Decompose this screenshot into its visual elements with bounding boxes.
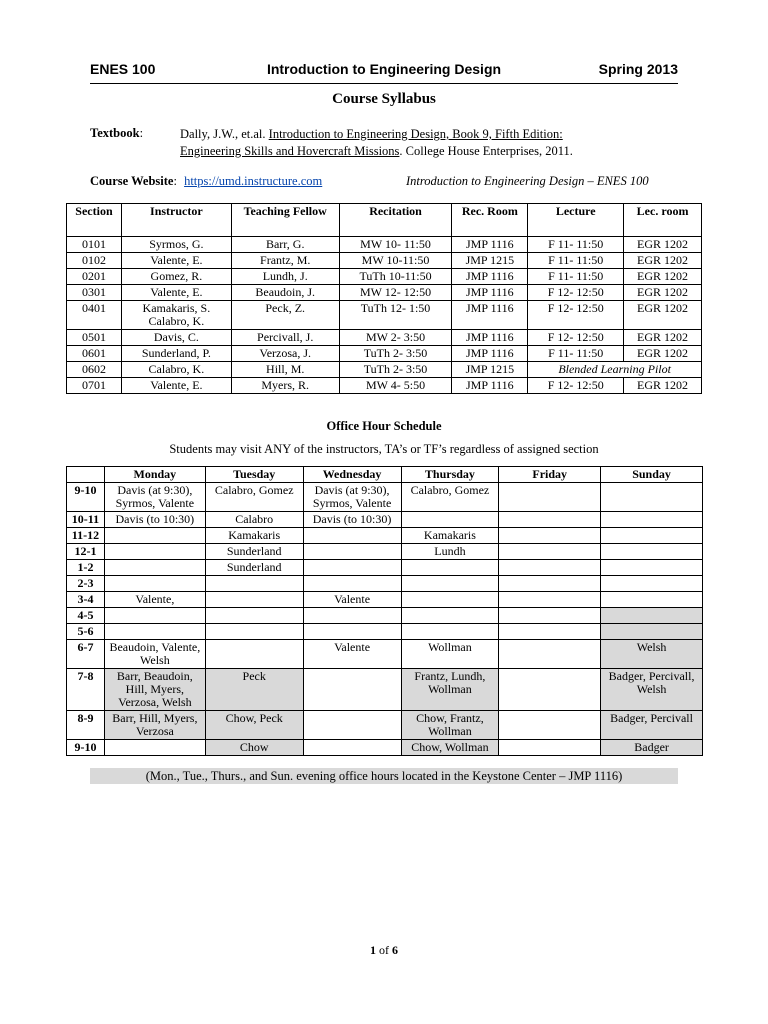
section-cell: 0102 bbox=[67, 253, 122, 269]
section-cell: EGR 1202 bbox=[624, 378, 702, 394]
office-hours-cell: Peck bbox=[205, 669, 303, 711]
time-slot: 5-6 bbox=[67, 624, 105, 640]
textbook-citation bbox=[180, 126, 630, 160]
section-cell: F 11- 11:50 bbox=[528, 346, 624, 362]
section-cell: EGR 1202 bbox=[624, 330, 702, 346]
section-cell: MW 10-11:50 bbox=[339, 253, 452, 269]
office-hours-cell bbox=[499, 544, 601, 560]
section-cell: 0401 bbox=[67, 301, 122, 330]
office-hours-cell bbox=[104, 528, 205, 544]
section-col-header: Recitation bbox=[339, 204, 452, 237]
office-hours-cell bbox=[601, 576, 703, 592]
section-cell: TuTh 12- 1:50 bbox=[339, 301, 452, 330]
section-cell: Valente, E. bbox=[121, 378, 231, 394]
office-hours-cell bbox=[499, 592, 601, 608]
office-hours-cell: Davis (at 9:30), Syrmos, Valente bbox=[303, 483, 401, 512]
day-header: Monday bbox=[104, 467, 205, 483]
office-hours-footnote: (Mon., Tue., Thurs., and Sun. evening office hours located in the Keystone Center – JMP 1116) bbox=[90, 768, 678, 784]
section-cell: F 11- 11:50 bbox=[528, 237, 624, 253]
office-hours-cell: Chow, Wollman bbox=[401, 740, 499, 756]
office-hours-cell bbox=[601, 608, 703, 624]
section-cell: Barr, G. bbox=[231, 237, 339, 253]
day-header: Sunday bbox=[601, 467, 703, 483]
office-hours-cell bbox=[205, 624, 303, 640]
office-hours-cell bbox=[205, 640, 303, 669]
office-hours-cell bbox=[104, 624, 205, 640]
header-course-title: Introduction to Engineering Design bbox=[266, 61, 502, 77]
section-cell: Kamakaris, S. Calabro, K. bbox=[121, 301, 231, 330]
office-hours-cell bbox=[104, 544, 205, 560]
office-hours-row bbox=[67, 560, 703, 576]
section-cell: F 12- 12:50 bbox=[528, 301, 624, 330]
office-hours-cell bbox=[401, 512, 499, 528]
section-cell: JMP 1116 bbox=[452, 301, 528, 330]
office-hours-cell: Valente bbox=[303, 592, 401, 608]
office-hours-cell bbox=[601, 560, 703, 576]
section-cell: 0301 bbox=[67, 285, 122, 301]
office-hours-cell bbox=[601, 528, 703, 544]
office-hours-cell bbox=[104, 740, 205, 756]
time-slot: 9-10 bbox=[67, 483, 105, 512]
section-row bbox=[67, 330, 702, 346]
day-header: Wednesday bbox=[303, 467, 401, 483]
time-slot: 12-1 bbox=[67, 544, 105, 560]
time-slot: 6-7 bbox=[67, 640, 105, 669]
day-header: Thursday bbox=[401, 467, 499, 483]
section-cell: EGR 1202 bbox=[624, 237, 702, 253]
section-cell: EGR 1202 bbox=[624, 346, 702, 362]
section-row bbox=[67, 269, 702, 285]
office-hours-row bbox=[67, 740, 703, 756]
office-hours-row bbox=[67, 544, 703, 560]
section-cell: Gomez, R. bbox=[121, 269, 231, 285]
office-hours-row bbox=[67, 576, 703, 592]
section-row bbox=[67, 378, 702, 394]
header-course-code: ENES 100 bbox=[90, 61, 156, 77]
section-row bbox=[67, 237, 702, 253]
office-hours-cell bbox=[303, 528, 401, 544]
office-hours-row bbox=[67, 528, 703, 544]
textbook-publisher: . College House Enterprises, 2011. bbox=[399, 144, 573, 158]
office-hours-cell bbox=[601, 592, 703, 608]
office-hours-cell: Valente bbox=[303, 640, 401, 669]
office-hours-body bbox=[67, 483, 703, 756]
office-hours-row bbox=[67, 711, 703, 740]
office-hours-row bbox=[67, 640, 703, 669]
office-hours-cell: Welsh bbox=[601, 640, 703, 669]
textbook-title-line1: Introduction to Engineering Design, Book 9, Fifth Edition: bbox=[268, 127, 563, 141]
office-hours-cell: Badger bbox=[601, 740, 703, 756]
section-cell: EGR 1202 bbox=[624, 285, 702, 301]
section-cell: Peck, Z. bbox=[231, 301, 339, 330]
office-hours-cell bbox=[499, 483, 601, 512]
section-col-header: Instructor bbox=[121, 204, 231, 237]
office-hours-cell bbox=[499, 669, 601, 711]
website-link[interactable]: https://umd.instructure.com bbox=[184, 174, 323, 188]
office-hours-cell bbox=[303, 624, 401, 640]
section-cell: Calabro, K. bbox=[121, 362, 231, 378]
section-cell: JMP 1116 bbox=[452, 330, 528, 346]
section-cell: MW 12- 12:50 bbox=[339, 285, 452, 301]
section-cell: Valente, E. bbox=[121, 285, 231, 301]
time-slot: 4-5 bbox=[67, 608, 105, 624]
office-hours-row bbox=[67, 592, 703, 608]
office-hours-cell: Barr, Hill, Myers, Verzosa bbox=[104, 711, 205, 740]
time-slot: 2-3 bbox=[67, 576, 105, 592]
office-hours-cell: Sunderland bbox=[205, 560, 303, 576]
section-cell: F 12- 12:50 bbox=[528, 378, 624, 394]
section-cell: 0501 bbox=[67, 330, 122, 346]
time-slot: 7-8 bbox=[67, 669, 105, 711]
office-hours-cell bbox=[601, 624, 703, 640]
section-row bbox=[67, 362, 702, 378]
section-row bbox=[67, 253, 702, 269]
office-hours-cell bbox=[303, 608, 401, 624]
office-hours-cell bbox=[303, 576, 401, 592]
section-cell: MW 4- 5:50 bbox=[339, 378, 452, 394]
section-cell: JMP 1116 bbox=[452, 269, 528, 285]
office-hours-cell bbox=[104, 576, 205, 592]
office-hours-cell bbox=[205, 608, 303, 624]
page-header bbox=[90, 61, 678, 81]
time-slot: 9-10 bbox=[67, 740, 105, 756]
section-cell: Lundh, J. bbox=[231, 269, 339, 285]
section-cell: TuTh 2- 3:50 bbox=[339, 346, 452, 362]
office-hours-cell bbox=[499, 711, 601, 740]
office-hours-cell: Kamakaris bbox=[205, 528, 303, 544]
office-hours-cell bbox=[303, 711, 401, 740]
office-hours-cell: Chow, Frantz, Wollman bbox=[401, 711, 499, 740]
section-row bbox=[67, 285, 702, 301]
office-hours-cell bbox=[401, 560, 499, 576]
section-cell-note: Blended Learning Pilot bbox=[528, 362, 702, 378]
section-row bbox=[67, 346, 702, 362]
office-hours-cell bbox=[601, 512, 703, 528]
office-hours-cell: Calabro bbox=[205, 512, 303, 528]
office-hours-cell: Kamakaris bbox=[401, 528, 499, 544]
page-number: 1 of 6 bbox=[370, 943, 398, 957]
office-hours-cell bbox=[303, 560, 401, 576]
office-hours-title: Office Hour Schedule bbox=[326, 419, 442, 433]
office-hours-cell: Chow bbox=[205, 740, 303, 756]
section-cell: 0601 bbox=[67, 346, 122, 362]
section-table-body bbox=[67, 237, 702, 394]
office-hours-cell bbox=[499, 740, 601, 756]
section-cell: Beaudoin, J. bbox=[231, 285, 339, 301]
office-hours-cell bbox=[401, 624, 499, 640]
office-hours-cell: Calabro, Gomez bbox=[205, 483, 303, 512]
office-hours-row bbox=[67, 624, 703, 640]
office-hours-cell: Davis (to 10:30) bbox=[104, 512, 205, 528]
office-hours-cell: Calabro, Gomez bbox=[401, 483, 499, 512]
office-hours-cell bbox=[499, 640, 601, 669]
office-hours-cell bbox=[499, 608, 601, 624]
office-hours-cell bbox=[303, 544, 401, 560]
website-course-name: Introduction to Engineering Design – ENES 100 bbox=[406, 174, 649, 188]
office-hours-cell: Barr, Beaudoin, Hill, Myers, Verzosa, Welsh bbox=[104, 669, 205, 711]
office-hours-subtitle: Students may visit ANY of the instructors, TA’s or TF’s regardless of assigned section bbox=[169, 442, 599, 456]
section-cell: 0701 bbox=[67, 378, 122, 394]
textbook-author: Dally, J.W., et.al. bbox=[180, 127, 269, 141]
office-hours-cell bbox=[499, 576, 601, 592]
office-hours-cell bbox=[104, 560, 205, 576]
office-hours-cell bbox=[401, 592, 499, 608]
section-cell: JMP 1116 bbox=[452, 378, 528, 394]
section-cell: EGR 1202 bbox=[624, 253, 702, 269]
section-cell: F 12- 12:50 bbox=[528, 330, 624, 346]
section-cell: Verzosa, J. bbox=[231, 346, 339, 362]
office-hours-row bbox=[67, 483, 703, 512]
section-cell: Valente, E. bbox=[121, 253, 231, 269]
section-cell: JMP 1116 bbox=[452, 285, 528, 301]
section-cell: TuTh 2- 3:50 bbox=[339, 362, 452, 378]
office-hours-cell: Badger, Percivall, Welsh bbox=[601, 669, 703, 711]
office-hours-cell: Davis (to 10:30) bbox=[303, 512, 401, 528]
section-cell: Syrmos, G. bbox=[121, 237, 231, 253]
day-header: Friday bbox=[499, 467, 601, 483]
office-hours-cell: Valente, bbox=[104, 592, 205, 608]
time-slot: 3-4 bbox=[67, 592, 105, 608]
section-cell: Hill, M. bbox=[231, 362, 339, 378]
office-hours-cell bbox=[303, 740, 401, 756]
section-table-header bbox=[67, 204, 702, 237]
header-term: Spring 2013 bbox=[598, 61, 678, 77]
section-cell: JMP 1116 bbox=[452, 237, 528, 253]
office-hours-cell: Badger, Percivall bbox=[601, 711, 703, 740]
office-hours-cell bbox=[401, 576, 499, 592]
section-col-header: Teaching Fellow bbox=[231, 204, 339, 237]
office-hours-cell bbox=[205, 592, 303, 608]
day-header: Tuesday bbox=[205, 467, 303, 483]
office-hours-cell: Beaudoin, Valente, Welsh bbox=[104, 640, 205, 669]
office-hours-header bbox=[67, 467, 703, 483]
section-col-header: Rec. Room bbox=[452, 204, 528, 237]
section-cell: Davis, C. bbox=[121, 330, 231, 346]
section-cell: MW 10- 11:50 bbox=[339, 237, 452, 253]
section-cell: EGR 1202 bbox=[624, 269, 702, 285]
office-hours-cell: Davis (at 9:30), Syrmos, Valente bbox=[104, 483, 205, 512]
section-cell: TuTh 10-11:50 bbox=[339, 269, 452, 285]
section-col-header: Section bbox=[67, 204, 122, 237]
office-hours-cell bbox=[499, 512, 601, 528]
section-cell: F 11- 11:50 bbox=[528, 269, 624, 285]
office-hours-cell bbox=[205, 576, 303, 592]
section-col-header: Lecture bbox=[528, 204, 624, 237]
textbook-label: Textbook: bbox=[90, 126, 144, 140]
office-hours-cell bbox=[499, 624, 601, 640]
section-cell: JMP 1215 bbox=[452, 362, 528, 378]
section-cell: EGR 1202 bbox=[624, 301, 702, 330]
section-cell: 0101 bbox=[67, 237, 122, 253]
section-cell: Percivall, J. bbox=[231, 330, 339, 346]
section-cell: 0602 bbox=[67, 362, 122, 378]
office-hours-cell bbox=[499, 560, 601, 576]
office-hours-cell bbox=[401, 608, 499, 624]
time-slot: 11-12 bbox=[67, 528, 105, 544]
office-hours-cell: Lundh bbox=[401, 544, 499, 560]
course-website: Course Website: https://umd.instructure.com bbox=[90, 174, 323, 188]
section-cell: JMP 1215 bbox=[452, 253, 528, 269]
section-cell: Sunderland, P. bbox=[121, 346, 231, 362]
day-header bbox=[67, 467, 105, 483]
office-hours-cell: Sunderland bbox=[205, 544, 303, 560]
website-label: Course Website bbox=[90, 174, 174, 188]
office-hours-cell bbox=[601, 483, 703, 512]
office-hours-cell bbox=[499, 528, 601, 544]
time-slot: 10-11 bbox=[67, 512, 105, 528]
office-hours-cell: Chow, Peck bbox=[205, 711, 303, 740]
section-row bbox=[67, 301, 702, 330]
office-hours-cell: Wollman bbox=[401, 640, 499, 669]
time-slot: 8-9 bbox=[67, 711, 105, 740]
office-hours-row bbox=[67, 669, 703, 711]
header-rule bbox=[90, 83, 678, 84]
office-hours-cell bbox=[104, 608, 205, 624]
section-cell: Frantz, M. bbox=[231, 253, 339, 269]
office-hours-row bbox=[67, 512, 703, 528]
page-title: Course Syllabus bbox=[332, 91, 436, 107]
office-hours-cell bbox=[303, 669, 401, 711]
office-hours-table bbox=[66, 466, 703, 756]
section-cell: F 12- 12:50 bbox=[528, 285, 624, 301]
section-cell: Myers, R. bbox=[231, 378, 339, 394]
office-hours-cell: Frantz, Lundh, Wollman bbox=[401, 669, 499, 711]
section-cell: JMP 1116 bbox=[452, 346, 528, 362]
office-hours-cell bbox=[601, 544, 703, 560]
office-hours-row bbox=[67, 608, 703, 624]
section-col-header: Lec. room bbox=[624, 204, 702, 237]
textbook-title-line2: Engineering Skills and Hovercraft Missions bbox=[180, 144, 400, 158]
section-cell: MW 2- 3:50 bbox=[339, 330, 452, 346]
section-cell: F 11- 11:50 bbox=[528, 253, 624, 269]
time-slot: 1-2 bbox=[67, 560, 105, 576]
section-cell: 0201 bbox=[67, 269, 122, 285]
section-table bbox=[66, 203, 702, 394]
